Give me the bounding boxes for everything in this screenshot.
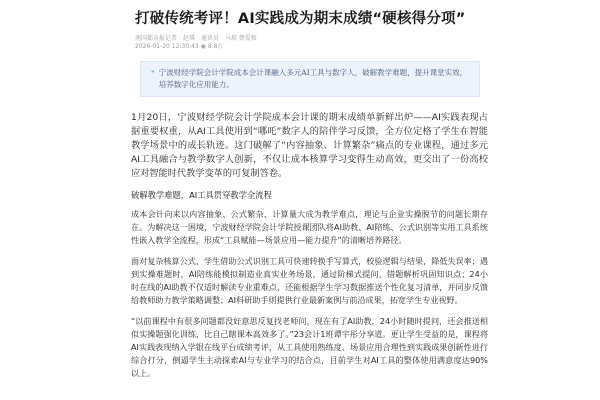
article-meta-time <box>135 43 488 51</box>
paragraph-2: 成本会计向来以内容抽象、公式繁杂、计算量大成为教学难点，理论与企业实操脱节的问题长期存在。为解决这一困境，宁波财经学院会计学院授课团队将AI助教、AI陪练、公式识别等实用工具系统性嵌入教学全流程，形成“工具赋能—场景应用—能力提升”的清晰培养路径。 <box>131 209 488 245</box>
paragraph-4: “以前课程中有很多问题都没好意思反复找老师问，现在有了AI助教，24小时随时提问，还会推送相似实操题强化训练，比自己瞎课本高效多了。”23会计1班谭宇彤分享道。更让学生受益的是，课程将AI实践表现纳入学银在线平台成绩考评，从工具使用熟练度、场景应用合理性到实践成果创新性进行综合打分，倒逼学生主动探索AI与专业学习的结合点，目前学生对AI工具的整体使用满意度达90%以上。 <box>131 316 488 378</box>
article-body <box>131 111 488 380</box>
abstract-text: 宁波财经学院会计学院成本会计课融入多元AI工具与数字人，破解教学难题，提升课堂实效，培养数字化应用能力。 <box>158 68 468 89</box>
meta-source: 南国都市报记者 <box>135 35 178 42</box>
eye-icon: ◉ <box>200 43 206 50</box>
article-title: 打破传统考评！AI实践成为期末成绩“硬核得分项” <box>135 11 466 27</box>
article-meta <box>135 35 488 43</box>
meta-extra1: 通讯员 <box>200 35 219 42</box>
section-subheading: 破解教学难题，AI工具贯穿教学全流程 <box>131 190 272 200</box>
article-abstract <box>140 61 480 97</box>
paragraph-1: 1月20日，宁波财经学院会计学院成本会计课的期末成绩单新鲜出炉——AI实践表现占据重要权重，从AI工具使用到“哪吒”数字人的陪伴学习反馈，全方位定格了学生在智能教学场景中的成长轨迹。这门破解了“内容抽象、计算繁杂”痛点的专业课程，通过多元AI工具融合与教学数字人创新，不仅让成本核算学习变得生动高效，更交出了一份高校应对智能时代教学变革的可复制答卷。 <box>131 112 488 179</box>
meta-extra2: 马琼 蔡爱和 <box>224 35 257 42</box>
meta-reads: 8.8万 <box>207 43 224 50</box>
quote-icon: ❝ <box>151 69 155 77</box>
paragraph-3: 面对复杂核算公式，学生借助公式识别工具可快速转换手写算式，校验逻辑与结果，降低失误率；遇到实操难题时，AI陪练能模拟制造业真实业务场景，通过阶梯式提问、错题解析巩固知识点；24小时在线的AI助教不仅适时解读专业重难点，还能根据学生学习数据推送个性化复习清单，并同步反馈给教师助力教学策略调整；AI科研助手则提供行业最新案例与前沿成果，拓宽学生专业视野。 <box>131 256 488 305</box>
meta-datetime: 2026-01-20 12:30:43 <box>135 43 199 50</box>
meta-author: 赵琪 <box>182 35 195 42</box>
